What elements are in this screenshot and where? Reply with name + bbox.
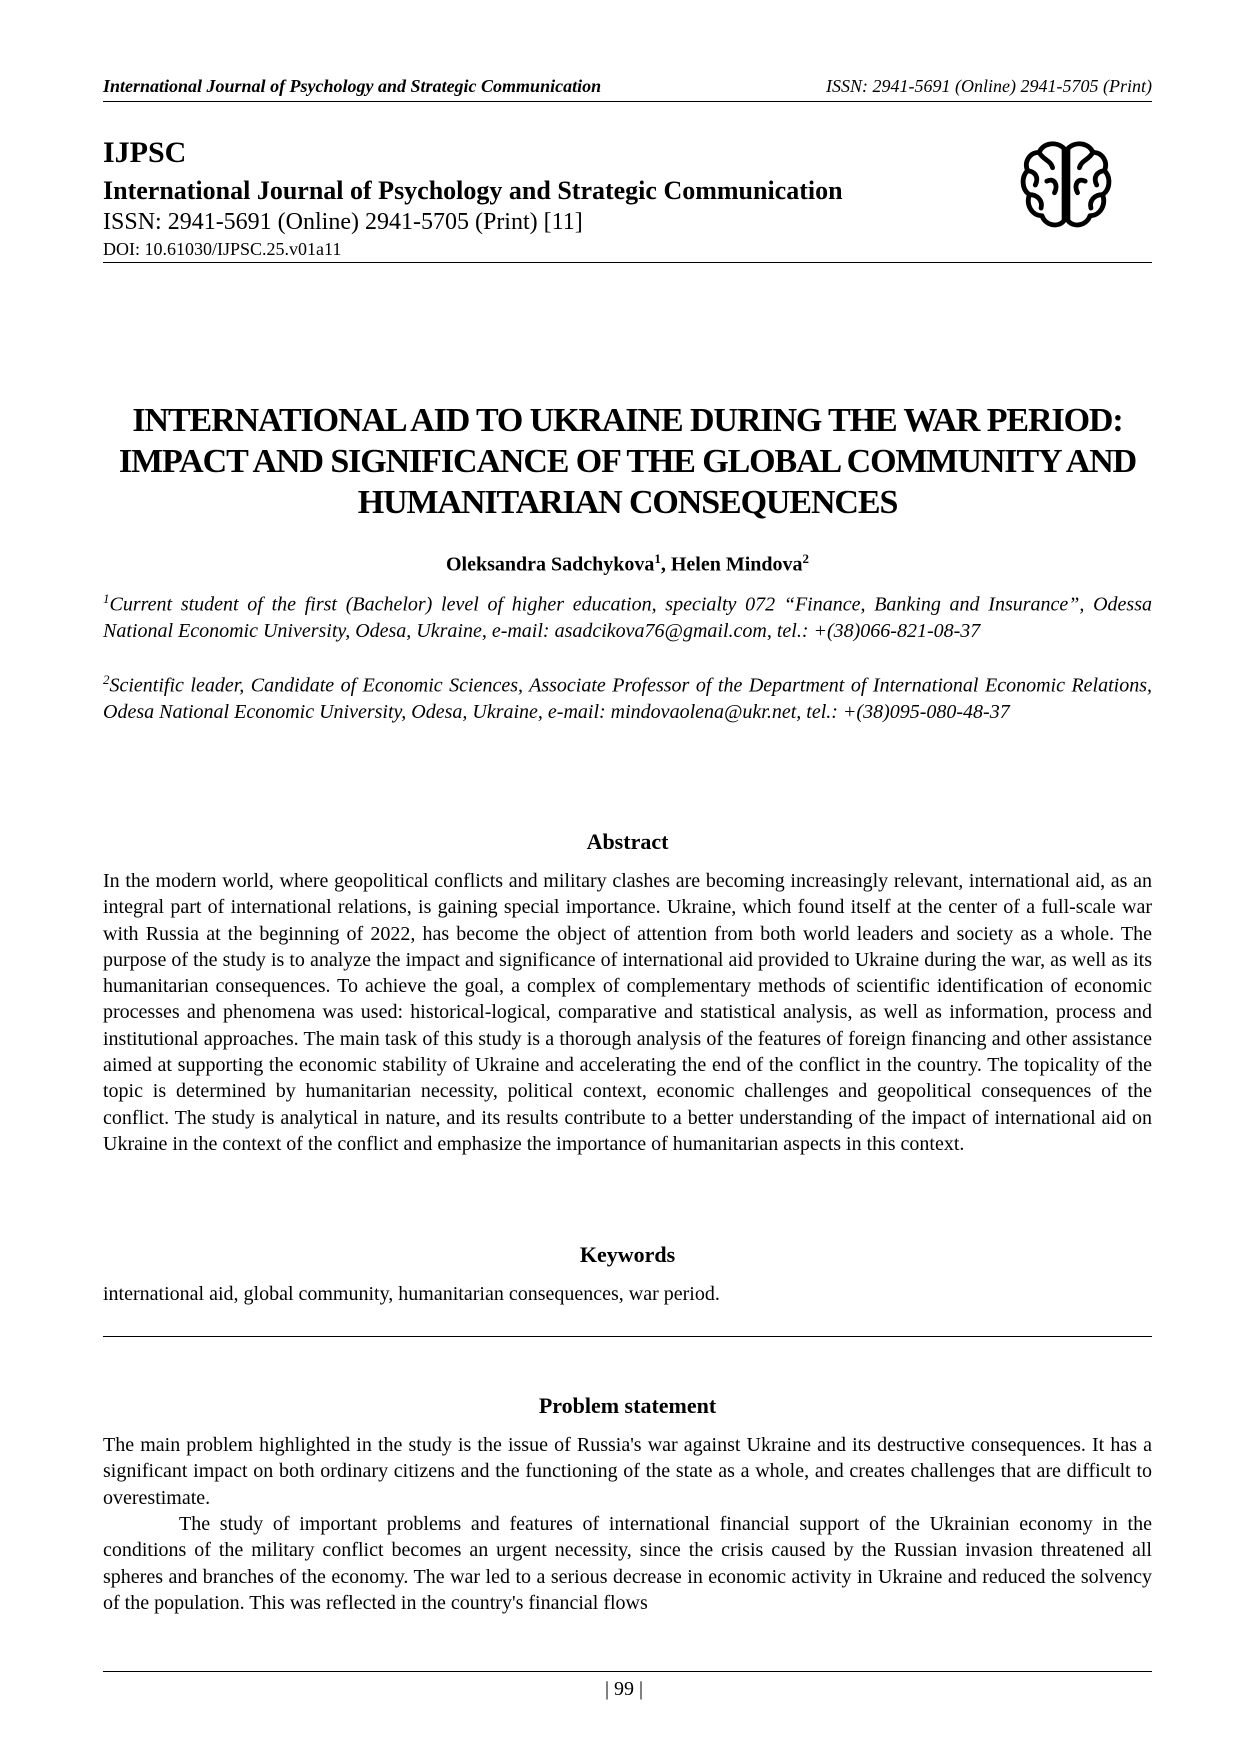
affiliation-marker: 1	[103, 591, 110, 606]
footer-rule	[103, 1671, 1152, 1672]
page-number: | 99 |	[604, 1678, 643, 1700]
journal-abbreviation: IJPSC	[103, 136, 187, 169]
problem-statement-paragraph: The study of important problems and features of international financial support of the Ukrainian economy in the conditions of the military conflict becomes an urgent necessity, since the crisis caused by the Russian invasion threatened all spheres and branches of the economy. The war led to a serious decrease in economic activity in Ukraine and reduced the solvency of the population. This was reflected in the country's financial flows	[103, 1513, 1152, 1614]
affiliation	[103, 586, 1152, 644]
affiliation-text: Scientific leader, Candidate of Economic Sciences, Associate Professor of the Department of International Economic Relations, Odesa National Economic University, Odesa, Ukraine, e-mail: mindovaolena@ukr.net, tel.: +(38)095-080-48-37	[103, 674, 1152, 723]
author-name: Oleksandra Sadchykova	[445, 553, 655, 576]
author-affiliation-marker: 2	[802, 551, 810, 566]
keywords-text: international aid, global community, humanitarian consequences, war period.	[103, 1283, 720, 1305]
abstract-heading: Abstract	[586, 829, 669, 854]
running-header-issn: ISSN: 2941-5691 (Online) 2941-5705 (Print)	[826, 76, 1152, 96]
author-separator: ,	[660, 553, 671, 576]
keywords-heading: Keywords	[579, 1242, 676, 1267]
running-header-journal: International Journal of Psychology and Strategic Communication	[103, 76, 602, 96]
masthead	[103, 136, 1152, 263]
affiliation	[103, 667, 1152, 725]
author-name: Helen Mindova	[670, 553, 803, 576]
affiliation-text: Current student of the first (Bachelor) level of higher education, specialty 072 “Finance, Banking and Insurance”, Odessa National Economic University, Odesa, Ukraine, e-mail: asadcikova76@gmail.com, tel.: +(38)066-821-08-37	[103, 593, 1152, 642]
author-affiliation-marker: 1	[654, 551, 661, 566]
problem-statement-heading: Problem statement	[538, 1393, 717, 1418]
abstract-text: In the modern world, where geopolitical conflicts and military clashes are becoming increasingly relevant, international aid, as an integral part of international relations, is gaining special importance. Ukraine, which found itself at the center of a full-scale war with Russia at the beginning of 2022, has become the object of attention from both world leaders and society as a whole. The purpose of the study is to analyze the impact and significance of international aid provided to Ukraine during the war, as well as its humanitarian consequences. To achieve the goal, a complex of complementary methods of scientific identification of economic processes and phenomena was used: historical-logical, comparative and statistical analysis, as well as information, process and institutional approaches. The main task of this study is a thorough analysis of the features of foreign financing and other assistance aimed at supporting the economic stability of Ukraine and accelerating the end of the conflict in the country. The topicality of the topic is determined by humanitarian necessity, political context, economic challenges and geopolitical consequences of the conflict. The study is analytical in nature, and its results contribute to a better understanding of the impact of international aid on Ukraine in the context of the conflict and emphasize the importance of humanitarian aspects in this context.	[103, 870, 1152, 1155]
author-list	[103, 546, 1152, 578]
section-divider	[103, 1336, 1152, 1337]
article-doi: DOI: 10.61030/IJPSC.25.v01a11	[103, 239, 342, 259]
problem-statement-paragraph: The main problem highlighted in the study is the issue of Russia's war against Ukraine and its destructive consequences. It has a significant impact on both ordinary citizens and the functioning of the state as a whole, and creates challenges that are difficult to overestimate.	[103, 1434, 1152, 1509]
affiliation-marker: 2	[103, 672, 110, 687]
article-title: INTERNATIONAL AID TO UKRAINE DURING THE WAR PERIOD: IMPACT AND SIGNIFICANCE OF THE GLOBAL COMMUNITY AND HUMANITARIAN CONSEQUENCES	[118, 402, 1137, 521]
running-header	[103, 74, 1152, 102]
brain-icon	[1018, 136, 1114, 234]
journal-name: International Journal of Psychology and Strategic Communication	[103, 176, 843, 205]
journal-issn: ISSN: 2941-5691 (Online) 2941-5705 (Print) [11]	[103, 209, 583, 235]
